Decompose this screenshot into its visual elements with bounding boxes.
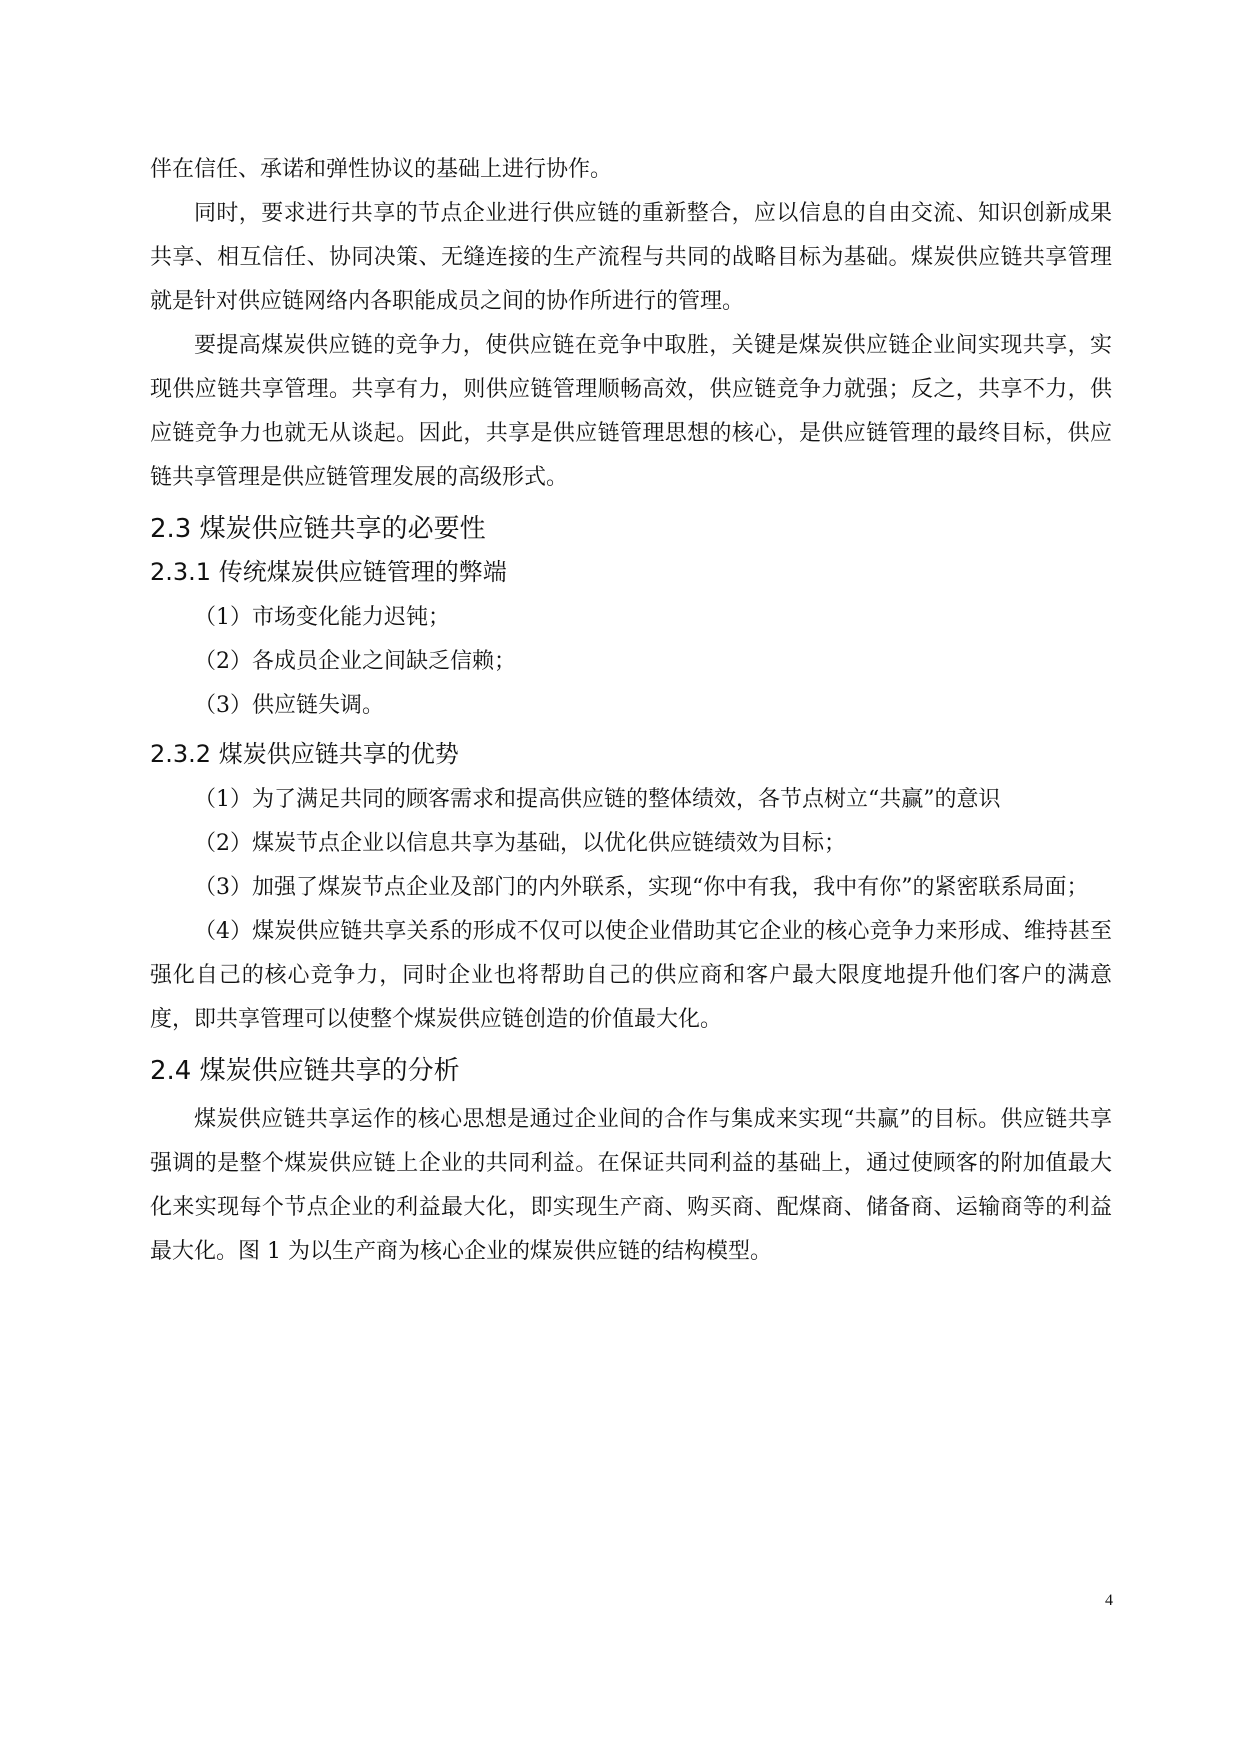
subsection-heading-2-3-1: 2.3.1 传统煤炭供应链管理的弊端: [150, 558, 507, 586]
list-item: （1）市场变化能力迟钝；: [194, 605, 450, 630]
paragraph-analysis: 煤炭供应链共享运作的核心思想是通过企业间的合作与集成来实现“共赢”的目标。供应链共享强调的是整个煤炭供应链上企业的共同利益。在保证共同利益的基础上，通过使顾客的附加值最大化来实现每个节点企业的利益最大化，即实现生产商、购买商、配煤商、储备商、运输商等的利益最大化。图 1 为以生产商为核心企业的煤炭供应链的结构模型。: [150, 1107, 1112, 1264]
document-page: [150, 148, 1112, 1274]
paragraph-integration: 同时，要求进行共享的节点企业进行供应链的重新整合，应以信息的自由交流、知识创新成果共享、相互信任、协同决策、无缝连接的生产流程与共同的战略目标为基础。煤炭供应链共享管理就是针对供应链网络内各职能成员之间的协作所进行的管理。: [150, 201, 1112, 314]
list-item: （3）加强了煤炭节点企业及部门的内外联系，实现“你中有我，我中有你”的紧密联系局面；: [194, 875, 1089, 900]
list-item: （3）供应链失调。: [194, 693, 384, 718]
page-number: 4: [1105, 1592, 1113, 1609]
section-heading-2-4: 2.4 煤炭供应链共享的分析: [150, 1056, 460, 1086]
list-item: （2）煤炭节点企业以信息共享为基础，以优化供应链绩效为目标；: [194, 831, 846, 856]
list-item: （1）为了满足共同的顾客需求和提高供应链的整体绩效，各节点树立“共赢”的意识: [194, 787, 1001, 812]
paragraph-competitiveness: 要提高煤炭供应链的竞争力，使供应链在竞争中取胜，关键是煤炭供应链企业间实现共享，实现供应链共享管理。共享有力，则供应链管理顺畅高效，供应链竞争力就强；反之，共享不力，供应链竞争力也就无从谈起。因此，共享是供应链管理思想的核心，是供应链管理的最终目标，供应链共享管理是供应链管理发展的高级形式。: [150, 333, 1112, 490]
section-heading-2-3: 2.3 煤炭供应链共享的必要性: [150, 514, 486, 544]
subsection-heading-2-3-2: 2.3.2 煤炭供应链共享的优势: [150, 740, 459, 768]
paragraph-continuation: 伴在信任、承诺和弹性协议的基础上进行协作。: [150, 157, 613, 182]
list-item: （2）各成员企业之间缺乏信赖；: [194, 649, 516, 674]
list-item: （4）煤炭供应链共享关系的形成不仅可以使企业借助其它企业的核心竞争力来形成、维持甚至强化自己的核心竞争力，同时企业也将帮助自己的供应商和客户最大限度地提升他们客户的满意度，即共享管理可以使整个煤炭供应链创造的价值最大化。: [150, 919, 1112, 1032]
